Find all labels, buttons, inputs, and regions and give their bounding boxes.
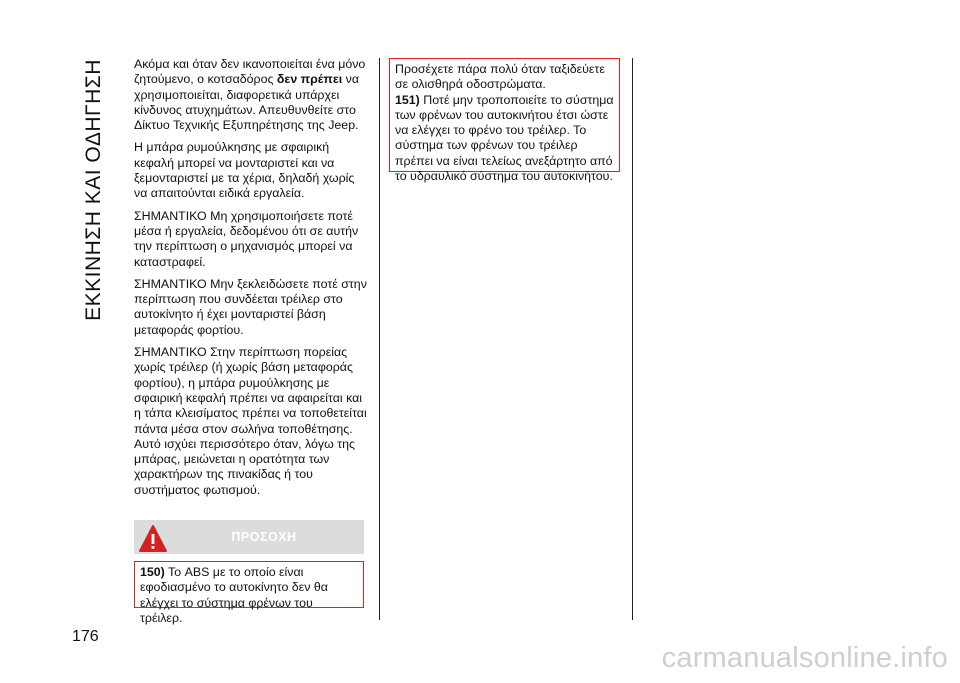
caution-note-151 xyxy=(389,58,620,184)
note-text: Ποτέ μην τροποποιείτε το σύστημα των φρένων του αυτοκινήτου έτσι ώστε να ελέγχει το φρένο του τρέιλερ. Το σύστημα των φρένων του τρέιλερ πρέπει να είναι τελείως ανεξάρτητο από το υδραυλικό σύστημα του αυτοκινήτου. xyxy=(395,92,614,184)
intro-paragraph xyxy=(134,57,370,133)
intro-text-1: Ακόμα και όταν δεν ικανοποιείται ένα μόνο ζητούμενο, ο κοτσαδόρος xyxy=(134,57,366,87)
paragraph: ΣΗΜΑΝΤΙΚΟ Μη χρησιμοποιήσετε ποτέ μέσα ή εργαλεία, δεδομένου ότι σε αυτήν την περίπτωση ο μηχανισμός μπορεί να καταστραφεί. xyxy=(134,208,359,269)
note-text: Το ABS με το οποίο είναι εφοδιασμένο το αυτοκίνητο δεν θα ελέγχει το σύστημα φρένων του τρέιλερ. xyxy=(140,565,328,625)
paragraph: ΣΗΜΑΝΤΙΚΟ Στην περίπτωση πορείας χωρίς τρέιλερ (ή χωρίς βάση μεταφοράς φορτίου), η μπάρα ρυμούλκησης με σφαιρική κεφαλή πρέπει να αφαιρείται και η τάπα κλεισίματος πρέπει να τοποθετείται πάντα μέσα στον σωλήνα τοποθέτησης. Αυτό ισχύει περισσότερο όταν, λόγω της μπάρας, μειώνεται η ορατότητα των χαρακτήρων της πινακίδας ή του συστήματος φωτισμού. xyxy=(134,345,367,497)
chapter-title xyxy=(74,60,114,320)
note-number: 151) xyxy=(395,92,420,107)
column-divider xyxy=(379,58,380,620)
intro-bold: δεν πρέπει xyxy=(276,72,343,87)
note-number: 150) xyxy=(140,565,165,579)
paragraph: Η μπάρα ρυμούλκησης με σφαιρική κεφαλή μπορεί να μονταριστεί και να ξεμονταριστεί με τα χέρια, δηλαδή χωρίς να απαιτούνται ειδικά εργαλεία. xyxy=(134,140,355,201)
main-text-column xyxy=(134,57,370,505)
note-lead-text: Προσέχετε πάρα πολύ όταν ταξιδεύετε σε ολισθηρά οδοστρώματα. xyxy=(395,62,605,92)
page-number: 176 xyxy=(72,628,99,645)
caution-title: ΠΡΟΣΟΧΗ xyxy=(231,530,297,544)
paragraph: ΣΗΜΑΝΤΙΚΟ Μην ξεκλειδώσετε ποτέ στην περίπτωση που συνδέεται τρέιλερ στο αυτοκίνητο ή έχει μονταριστεί βάση μεταφοράς φορτίου. xyxy=(134,276,367,337)
chapter-title-text: ΕΚΚΙΝΗΣΗ ΚΑΙ ΟΔΗΓΗΣΗ xyxy=(82,59,106,321)
column-divider xyxy=(632,58,633,620)
caution-header xyxy=(134,520,364,554)
intro-text-2: να χρησιμοποιείται, διαφορετικά υπάρχει κίνδυνος ατυχημάτων. Απευθυνθείτε στο Δίκτυο Τεχνικής Εξυπηρέτησης της Jeep. xyxy=(134,72,360,133)
watermark: carmanualsonline.info xyxy=(661,642,948,674)
caution-note-150 xyxy=(134,561,364,625)
